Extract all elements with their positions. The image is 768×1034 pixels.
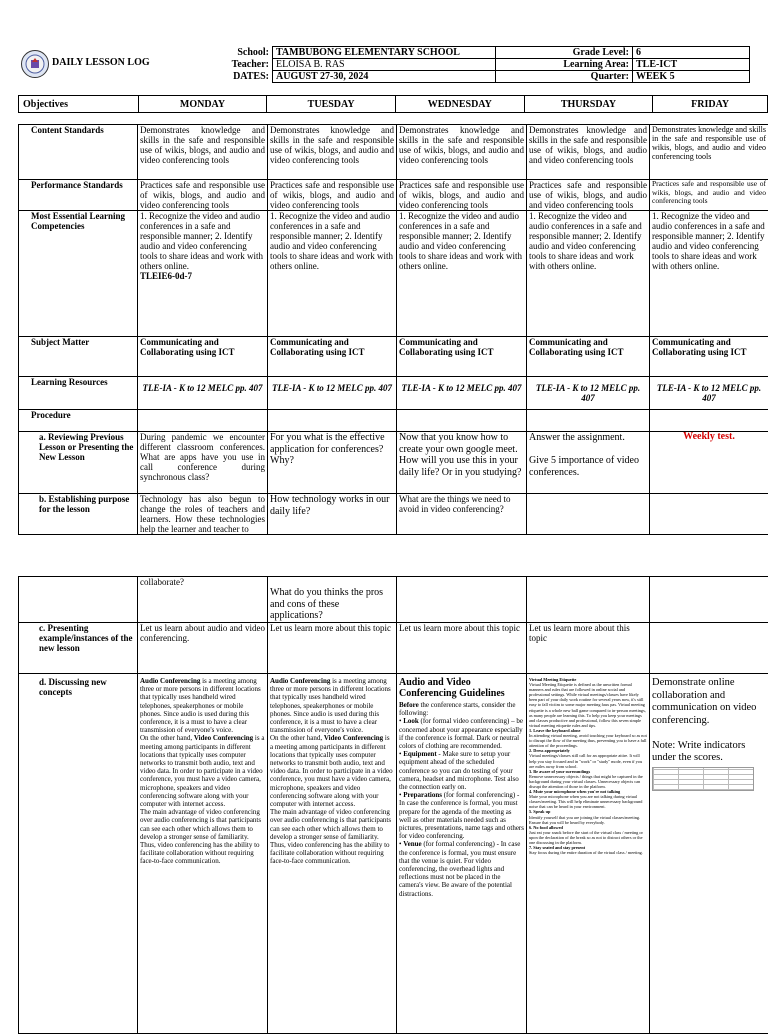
performance-standards-friday: Practices safe and responsible use of wikis, blogs, and audio and video conferencing tools [650,180,768,211]
venue-label: Venue [403,840,421,848]
dates-value: AUGUST 27-30, 2024 [273,71,496,83]
video-conferencing-text: is a meeting among participants in different locations that typically uses computer networks to transmit both audio, text and video data. In order to participate in a video conference, you must have a video camera, microphone, speakers and video conferencing software along with your computer with internet access. [270,734,393,808]
row-label: Subject Matter [19,337,138,377]
audio-conferencing-term: Audio Conferencing [270,677,330,685]
tip-1-title: 1. Leave the keyboard alone [529,728,580,733]
continuation-tuesday: What do you thinks the pros and cons of these applications? [268,577,397,623]
video-conferencing-term: Video Conferencing [324,734,383,742]
tip-2-text: Virtual meetings/classes still call for an appropriate attire. It will help you stay focused and in "work" or "study" mode, even if you are miles away from school. [529,753,642,768]
header-table [18,46,750,83]
row-label: b. Establishing purpose for the lesson [19,494,138,535]
audio-conferencing-text: is a meeting among three or more persons in different locations that typically uses handheld wired telephones, speakerphones or mobile phones. Since audio is used during this conference, it is a must to have a clear transmission of everyone's voice. [270,677,391,734]
table-cell [18,59,154,71]
dates-label: DATES: [154,71,273,83]
reviewing-tuesday: For you what is the effective application for conferences? Why? [268,432,397,494]
table-cell [650,623,768,674]
establishing-monday: Technology has also begun to change the roles of teachers and learners. How these technologies help the learner and teacher to [138,494,268,535]
table-cell [268,410,397,432]
discussing-monday [138,674,268,1034]
content-standards-tuesday: Demonstrates knowledge and skills in the safe and responsible use of wikis, blogs, and audio and video conferencing tools [268,125,397,180]
subject-friday: Communicating and Collaborating using ICT [650,337,768,377]
establishing-row [19,494,768,535]
tip-3-text: Remove unnecessary objects / things that might be captured in the background during your virtual classes. Unnecessary objects can disrupt the attention of those in the platform. [529,774,643,789]
thursday-assignment: Answer the assignment. [529,432,625,443]
row-label: Procedure [19,410,138,432]
table-cell [397,577,527,623]
melc-monday [138,211,268,337]
document-title: DAILY LESSON LOG [52,57,150,68]
tip-5-text: Identify yourself that you are joining the virtual classes/meeting. Ensure that you will be heard by everybody. [529,815,640,825]
grade-value: 6 [633,47,750,59]
table-cell [19,577,138,623]
tip-7-title: 7. Stay seated and stay present [529,845,585,850]
table-cell [650,494,768,535]
look-text: (for formal video conferencing) – be concerned about your appearance especially if the conference is formal. Dark or neutral colors of clothing are recommended. [399,717,523,750]
video-intro: On the other hand, [140,734,192,742]
lesson-table-page-1 [18,124,768,535]
table-cell [527,577,650,623]
guidelines-title: Audio and Video Conferencing Guidelines [399,677,524,699]
area-value: TLE-ICT [633,59,750,71]
melc-row [19,211,768,337]
discussing-row [19,674,768,1034]
melc-code: TLEIE6-0d-7 [140,271,192,281]
venue-text: (for formal conferencing) - In case the conference is formal, you must ensure that the venue is quiet. For video conferencing, the overhead lights and reflections must not be placed in the camera's view. Be aware of the potential distractions. [399,840,520,897]
row-label: Learning Resources [19,377,138,410]
video-conferencing-term: Video Conferencing [194,734,253,742]
performance-standards-monday: Practices safe and responsible use of wikis, blogs, and audio and video conferencing tools [138,180,268,211]
tip-5-title: 5. Speak up [529,809,550,814]
advantage-text: The main advantage of video conferencing over audio conferencing is that participants can see each other which allows them to develop a stronger sense of familiarity. Thus, video conferencing has the ability to facilitate collaboration without requiring face-to-face communication. [270,808,391,865]
subject-monday: Communicating and Collaborating using ICT [138,337,268,377]
discussing-thursday [527,674,650,1034]
monday-header: MONDAY [138,96,267,113]
preparations-label: Preparations [403,791,442,799]
content-standards-wednesday: Demonstrates knowledge and skills in the safe and responsible use of wikis, blogs, and audio and video conferencing tools [397,125,527,180]
performance-standards-thursday: Practices safe and responsible use of wikis, blogs, and audio and video conferencing tools [527,180,650,211]
day-header-row [18,95,768,113]
resources-friday: TLE-IA - K to 12 MELC pp. 407 [650,377,768,410]
lesson-table-page-2 [18,576,768,1034]
performance-standards-tuesday: Practices safe and responsible use of wikis, blogs, and audio and video conferencing tools [268,180,397,211]
tip-3-title: 3. Be aware of your surroundings [529,769,590,774]
reviewing-thursday [527,432,650,494]
tip-1-text: In attending virtual meeting, avoid touching your keyboard so as not to disrupt the flow of the meeting thus, preventing you to have a full attention of the proceedings. [529,733,647,748]
quarter-label: Quarter: [496,71,633,83]
audio-conferencing-term: Audio Conferencing [140,677,200,685]
continuation-row [19,577,768,623]
tuesday-header: TUESDAY [267,96,396,113]
continuation-monday: collaborate? [138,577,268,623]
friday-activity: Demonstrate online collaboration and communication on video conferencing. [652,677,756,726]
reviewing-row [19,432,768,494]
content-standards-thursday: Demonstrates knowledge and skills in the safe and responsible use of wikis, blogs, and audio and video conferencing tools [527,125,650,180]
before-label: Before [399,701,419,709]
resources-wednesday: TLE-IA - K to 12 MELC pp. 407 [397,377,527,410]
etiquette-text: Virtual Meeting Etiquette is defined as the unwritten formal manners and rules that are followed in online social and professional settings. While virtual meetings/classes have likely been part of your daily work routine for several years now, it's still easy to fall victim to some major meeting faux pas. Virtual meeting etiquette is a whole new ball game compared to in-person meetings, as many people are learning this. To help you keep your meetings and classes productive and professional, follow this seven simple virtual meeting etiquette rules and tips. [529,682,646,728]
thursday-header: THURSDAY [524,96,653,113]
performance-standards-wednesday: Practices safe and responsible use of wikis, blogs, and audio and video conferencing tools [397,180,527,211]
melc-wednesday: 1. Recognize the video and audio conferences in a safe and responsible manner; 2. Identify audio and video conferencing tools to share ideas and work with others online. [397,211,527,337]
tip-2-title: 2. Dress appropriately [529,748,570,753]
table-cell [527,410,650,432]
content-standards-row [19,125,768,180]
melc-tuesday: 1. Recognize the video and audio conferences in a safe and responsible manner; 2. Identify audio and video conferencing tools to share ideas and work with others online. [268,211,397,337]
table-cell [650,577,768,623]
tip-4-title: 4. Mute your microphone when you're not talking [529,789,620,794]
school-value: TAMBUBONG ELEMENTARY SCHOOL [273,47,496,59]
establishing-tuesday: How technology works in our daily life? [268,494,397,535]
table-cell [18,47,154,59]
melc-thursday: 1. Recognize the video and audio conferences in a safe and responsible manner; 2. Identify audio and video conferencing tools to share ideas and work with others online. [527,211,650,337]
etiquette-title: Virtual Meeting Etiquette [529,677,576,682]
table-cell [397,410,527,432]
resources-monday: TLE-IA - K to 12 MELC pp. 407 [138,377,268,410]
subject-thursday: Communicating and Collaborating using ICT [527,337,650,377]
tip-7-text: Stay focus during the entire duration of the virtual class / meeting. [529,850,643,855]
thursday-importance: Give 5 importance of video conferences. [529,455,639,478]
table-cell [650,410,768,432]
objectives-header: Objectives [19,96,139,113]
melc-text: 1. Recognize the video and audio conferences in a safe and responsible manner; 2. Identify audio and video conferencing tools to share ideas and work with others online. [140,211,263,271]
table-cell [138,410,268,432]
table-cell [18,71,154,83]
resources-thursday: TLE-IA - K to 12 MELC pp. 407 [527,377,650,410]
subject-matter-row [19,337,768,377]
establishing-wednesday: What are the things we need to avoid in video conferencing? [397,494,527,535]
subject-wednesday: Communicating and Collaborating using ICT [397,337,527,377]
presenting-wednesday: Let us learn more about this topic [397,623,527,674]
tip-4-text: Mute your microphone when you are not talking during virtual classes/meeting. This will help eliminate unnecessary background noise that can be heard in your environment. [529,794,642,809]
table-cell [527,494,650,535]
row-label: Performance Standards [19,180,138,211]
content-standards-monday: Demonstrates knowledge and skills in the safe and responsible use of wikis, blogs, and audio and video conferencing tools [138,125,268,180]
video-intro: On the other hand, [270,734,322,742]
row-label: Most Essential Learning Competencies [19,211,138,337]
equipment-text: - Make sure to setup your equipment ahead of the scheduled conference so you can do testing of your camera, headset and microphone. Test also the connection early on. [399,750,519,791]
learning-resources-row [19,377,768,410]
discussing-friday [650,674,768,1034]
row-label: c. Presenting example/instances of the new lesson [19,623,138,674]
presenting-tuesday: Let us learn more about this topic [268,623,397,674]
tip-6-title: 6. No food allowed [529,825,563,830]
procedure-row [19,410,768,432]
weekly-test-label: Weekly test. [650,432,768,494]
presenting-row [19,623,768,674]
before-text: the conference starts, consider the following: [399,701,516,717]
presenting-monday: Let us learn about audio and video conferencing. [138,623,268,674]
tip-6-text: Just eat your snack before the start of the virtual class / meeting or upon the declaration of the break so as not to distract others or the one discussing in the platform. [529,830,643,845]
preparations-text: (for formal conferencing) - In case the conference is formal, you must prepare for the agenda of the meeting as well as other materials needed such as pictures, presentations, name tags and others for video conferencing. [399,791,524,840]
quarter-value: WEEK 5 [633,71,750,83]
resources-tuesday: TLE-IA - K to 12 MELC pp. 407 [268,377,397,410]
rubric-thumbnail [652,767,754,791]
equipment-label: Equipment [403,750,436,758]
area-label: Learning Area: [496,59,633,71]
performance-standards-row [19,180,768,211]
presenting-thursday: Let us learn more about this topic [527,623,650,674]
wednesday-header: WEDNESDAY [395,96,524,113]
row-label: d. Discussing new concepts [19,674,138,1034]
friday-note: Note: Write indicators under the scores. [652,740,745,764]
teacher-label: Teacher: [154,59,273,71]
row-label: Content Standards [19,125,138,180]
content-standards-friday: Demonstrates knowledge and skills in the safe and responsible use of wikis, blogs, and audio and video conferencing tools [650,125,768,180]
teacher-value: ELOISA B. RAS [273,59,496,71]
row-label: a. Reviewing Previous Lesson or Presenting the New Lesson [19,432,138,494]
friday-header: FRIDAY [653,96,768,113]
look-label: Look [403,717,419,725]
reviewing-wednesday: Now that you know how to create your own google meet. How will you use this in your daily life? Or in you studying? [397,432,527,494]
grade-label: Grade Level: [496,47,633,59]
school-label: School: [154,47,273,59]
discussing-wednesday: Audio and Video Conferencing Guidelines Before the conference starts, consider the following: • Look (for formal video conferencing) – be concerned about your appearance especially if the conference is formal. Dark or neutral colors of clothing are recommended. • Equipment - Make sure to setup your equipment ahead of the scheduled conference so you can do testing of your camera, headset and microphone. Test also the connection early on. • Preparations (for formal conferencing) - In case the conference is formal, you must prepare for the agenda of the meeting as well as other materials needed such as pictures, presentations, name tags and others for video conferencing. • Venue (for formal conferencing) - In case the conference is formal, you must ensure that the venue is quiet. For video conferencing, the overhead lights and reflections must not be placed in the camera's view. Be aware of the potential distractions. [397,674,527,1034]
discussing-tuesday [268,674,397,1034]
advantage-text: The main advantage of video conferencing over audio conferencing is that participants can see each other which allows them to develop a stronger sense of familiarity. Thus, video conferencing has the ability to facilitate collaboration without requiring face-to-face communication. [140,808,261,865]
reviewing-monday: During pandemic we encounter different classroom conferences. What are apps have you use in call conference during synchronous class? [138,432,268,494]
audio-conferencing-text: is a meeting among three or more persons in different locations that typically uses handheld wired telephones, speakerphones or mobile phones. Since audio is used during this conference, it is a must to have a clear transmission of everyone's voice. [140,677,261,734]
subject-tuesday: Communicating and Collaborating using ICT [268,337,397,377]
melc-friday: 1. Recognize the video and audio conferences in a safe and responsible manner; 2. Identify audio and video conferencing tools to share ideas and work with others online. [650,211,768,337]
video-conferencing-text: is a meeting among participants in different locations that typically uses computer networks to transmit both audio, text and video data. In order to participate in a video conference, you must have a video camera, microphone, speakers and video conferencing software along with your computer with internet access. [140,734,264,808]
